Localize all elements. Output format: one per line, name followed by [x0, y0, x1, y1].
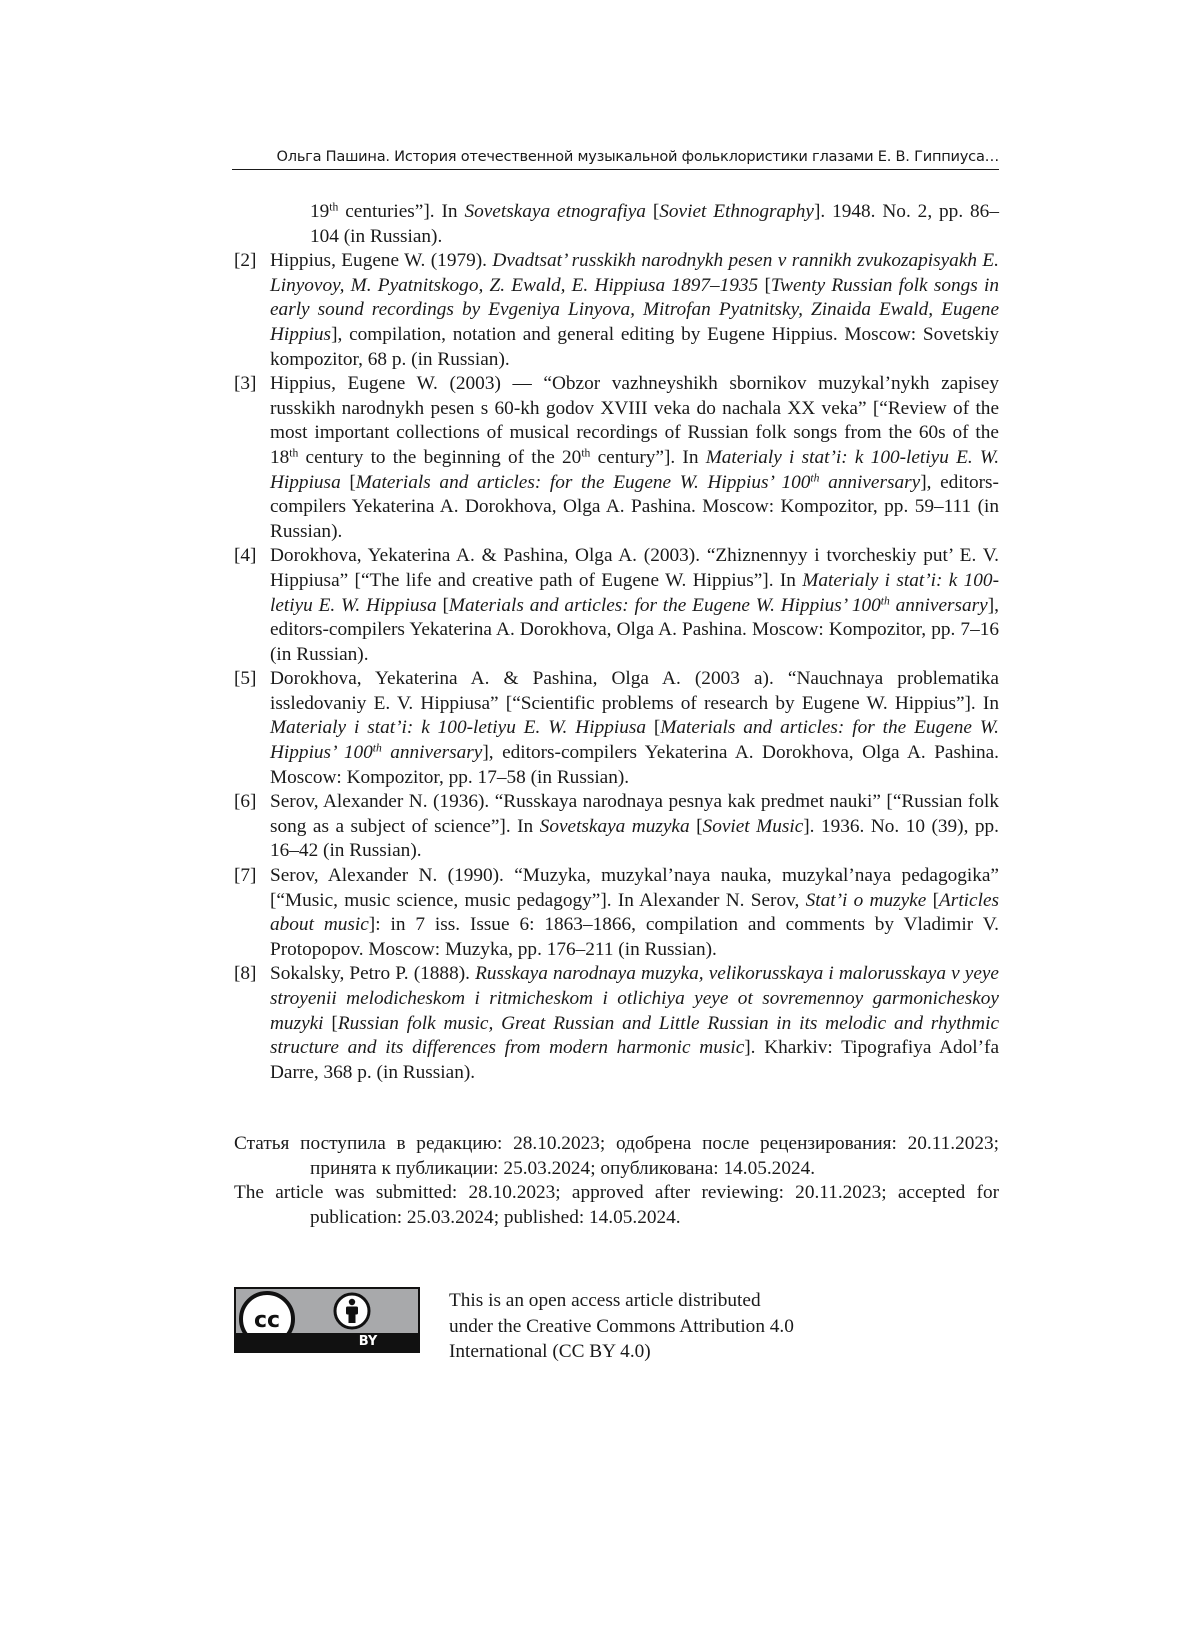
reference-segment: Serov, Alexander N. (1936). “Russkaya narodnaya pesnya kak predmet nauki” [“Russian folk song as a subject of science”]. In — [270, 791, 999, 837]
reference-text — [270, 790, 999, 864]
reference-segment: Stat’i o muzyke — [805, 889, 927, 911]
reference-segment: anniversary — [889, 594, 988, 616]
reference-segment: th — [329, 200, 339, 214]
reference-segment: Russian folk music, Great Russian and Little Russian in its melodic and rhythmic structure and its differences from modern harmonic music — [270, 1012, 999, 1059]
reference-item — [234, 962, 999, 1085]
reference-item — [234, 864, 999, 962]
reference-segment: th — [880, 594, 890, 608]
reference-segment: anniversary — [381, 742, 483, 764]
reference-segment: [ — [689, 815, 703, 837]
reference-text — [270, 544, 999, 667]
reference-number: [3] — [234, 373, 257, 395]
running-header — [232, 148, 999, 170]
reference-segment: ]. 1948. No. 2, pp. 86–104 (in Russian). — [310, 201, 999, 247]
reference-segment: ], editors-compilers Yekaterina A. Dorokhova, Olga A. Pashina. Moscow: Kompozitor, pp. 7–16 (in Russian). — [270, 594, 999, 665]
reference-segment: Materialy i stat’i: k 100-letiyu E. W. Hippiusa — [270, 446, 1000, 493]
reference-segment: century”]. In — [590, 446, 706, 468]
reference-segment: Dorokhova, Yekaterina A. & Pashina, Olga A. (2003 a). “Nauchnaya problematika issledovaniy E. V. Hippiusa” [“Scientific problems of research by Eugene W. Hippius”]. In — [270, 668, 999, 714]
reference-item — [234, 249, 999, 372]
reference-segment: [ — [926, 889, 940, 911]
reference-text — [270, 864, 999, 962]
reference-segment: th — [289, 446, 299, 460]
license-line-3: International (CC BY 4.0) — [449, 1341, 651, 1362]
reference-segment: Materials and articles: for the Eugene W. Hippius’ 100 — [448, 594, 881, 616]
reference-text — [270, 667, 999, 790]
reference-segment: ], editors-compilers Yekaterina A. Dorokhova, Olga A. Pashina. Moscow: Kompozitor, pp. 59–111 (in Russian). — [270, 471, 999, 542]
reference-segment: Soviet Ethnography — [659, 201, 814, 222]
reference-segment: century to the beginning of the 20 — [298, 446, 582, 468]
reference-segment: Materialy i stat’i: k 100-letiyu E. W. Hippiusa — [270, 569, 999, 616]
reference-segment: [ — [323, 1012, 338, 1034]
reference-segment: Materialy i stat’i: k 100-letiyu E. W. Hippiusa — [270, 717, 647, 739]
reference-continuation — [234, 200, 999, 249]
reference-segment: Hippius, Eugene W. (2003) — “Obzor vazhneyshikh sbornikov muzykal’nykh zapisey russkikh narodnykh pesen s 60-kh godov XVIII veka do nachala XX veka” [“Review of the most important collections of musical recordings of Russian folk songs from the 60s of the 18 — [270, 373, 999, 468]
reference-segment: Soviet Music — [702, 815, 804, 837]
reference-text — [270, 372, 999, 544]
license-line-1: This is an open access article distributed — [449, 1290, 761, 1311]
badge-bottom-strip — [236, 1333, 418, 1351]
reference-list — [234, 200, 999, 1085]
reference-segment: 19 — [310, 201, 330, 222]
reference-segment: Hippius, Eugene W. (1979). — [270, 250, 493, 272]
reference-segment: Russkaya narodnaya muzyka, velikorusskaya i malorusskaya v yeye stroyenii melodicheskom i ritmicheskom i otlichiya yeye ot sovremennoy garmonicheskoy muzyki — [270, 963, 999, 1034]
reference-number: [2] — [234, 250, 257, 272]
running-title: Ольга Пашина. История отечественной музыкальной фольклористики глазами Е. В. Гиппиуса… — [276, 148, 999, 165]
cc-logo-text: cc — [253, 1308, 281, 1333]
reference-segment: Sokalsky, Petro P. (1888). — [270, 963, 476, 985]
reference-segment: ], compilation, notation and general editing by Eugene Hippius. Moscow: Sovetskiy kompozitor, 68 p. (in Russian). — [270, 323, 999, 370]
reference-segment: Twenty Russian folk songs in early sound recordings by Evgeniya Linyova, Mitrofan Pyatnitsky, Zinaida Ewald, Eugene Hippius — [270, 274, 1000, 345]
reference-item — [234, 667, 999, 790]
reference-number: [4] — [234, 545, 257, 567]
reference-segment: [ — [758, 274, 771, 296]
reference-segment: th — [372, 741, 382, 755]
reference-segment: [ — [436, 594, 449, 616]
reference-segment: ], editors-compilers Yekaterina A. Dorokhova, Olga A. Pashina. Moscow: Kompozitor, pp. 17–58 (in Russian). — [270, 742, 999, 788]
reference-segment: th — [581, 446, 591, 460]
reference-segment: Materials and articles: for the Eugene W. Hippius’ 100 — [270, 717, 999, 764]
reference-number: [6] — [234, 791, 257, 813]
reference-segment: [ — [340, 471, 356, 493]
reference-segment: ]. 1936. No. 10 (39), pp. 16–42 (in Russian). — [270, 815, 999, 862]
reference-segment: ]. Kharkiv: Tipografiya Adol’fa Darre, 368 p. (in Russian). — [270, 1037, 1000, 1083]
article-dates — [234, 1132, 999, 1230]
reference-segment: [ — [646, 717, 661, 739]
reference-text — [270, 962, 999, 1085]
reference-text — [310, 200, 999, 249]
reference-segment: Sovetskaya muzyka — [539, 815, 690, 837]
reference-item — [234, 790, 999, 864]
reference-segment: ]: in 7 iss. Issue 6: 1863–1866, compilation and comments by Vladimir V. Protopopov. Moscow: Muzyka, pp. 176–211 (in Russian). — [270, 914, 999, 960]
reference-segment: Materials and articles: for the Eugene W. Hippius’ 100 — [355, 471, 811, 493]
reference-number: [5] — [234, 668, 257, 690]
reference-segment: [ — [645, 201, 660, 222]
reference-item — [234, 372, 999, 544]
reference-number: [7] — [234, 865, 257, 887]
cc-by-badge[interactable] — [234, 1287, 420, 1353]
dates-russian: Статья поступила в редакцию: 28.10.2023; одобрена после рецензирования: 20.11.2023; принята к публикации: 25.03.2024; опубликована: 14.05.2024. — [234, 1133, 999, 1179]
reference-segment: anniversary — [819, 471, 921, 493]
reference-segment: Dorokhova, Yekaterina A. & Pashina, Olga A. (2003). “Zhiznennyy i tvorcheskiy put’ E. V. Hippiusa” [“The life and creative path of Eugene W. Hippius”]. In — [270, 545, 999, 591]
reference-segment: Dvadtsat’ russkikh narodnykh pesen v rannikh zvukozapisyakh E. Linyovoy, M. Pyatnitskogo, Z. Ewald, E. Hippiusa 1897–1935 — [270, 250, 1000, 296]
license-line-2: under the Creative Commons Attribution 4.0 — [449, 1315, 794, 1337]
badge-by-label: BY — [358, 1334, 378, 1349]
reference-item — [234, 544, 999, 667]
reference-text — [270, 249, 999, 372]
reference-segment: Serov, Alexander N. (1990). “Muzyka, muzykal’naya nauka, muzykal’naya pedagogika” [“Music, music science, music pedagogy”]. In Alexander N. Serov, — [270, 865, 999, 911]
dates-english: The article was submitted: 28.10.2023; approved after reviewing: 20.11.2023; accepted for publication: 25.03.2024; published: 14.05.2024. — [234, 1182, 999, 1228]
reference-segment: Sovetskaya etnografiya — [464, 201, 646, 222]
license-statement — [449, 1288, 869, 1365]
reference-segment: th — [810, 471, 820, 485]
reference-number: [8] — [234, 963, 257, 985]
reference-segment: centuries”]. In — [338, 201, 465, 222]
reference-segment: Articles about music — [270, 889, 1000, 936]
